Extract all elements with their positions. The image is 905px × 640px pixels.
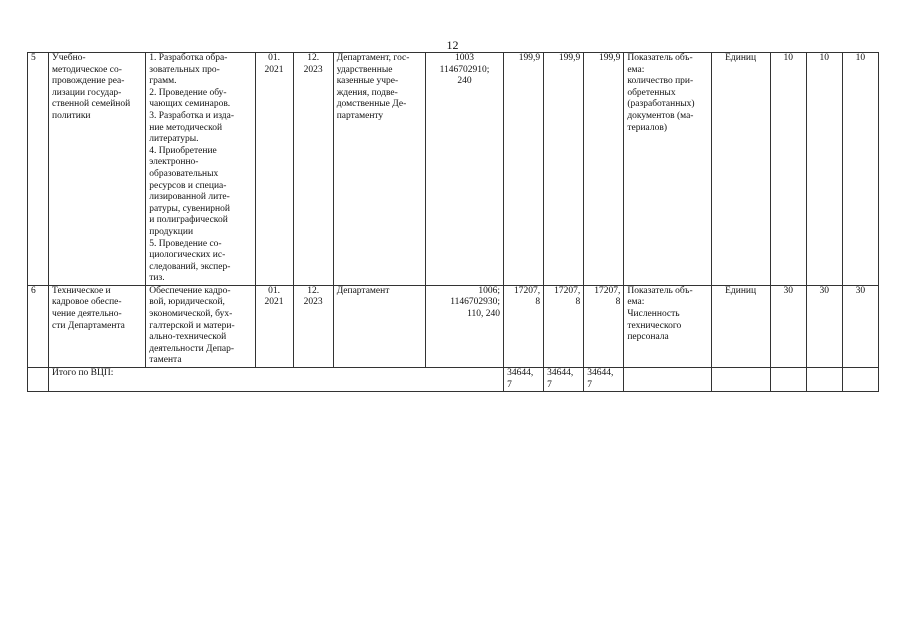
funding-year-1: 199,9 (504, 53, 544, 286)
target-year-3: 10 (842, 53, 878, 286)
indicator: Показатель объ- ема: Численность технического персонала (624, 285, 711, 367)
event-name: Учебно- методическое со- провождение реа- лизации государ- ственной семейной политики (49, 53, 146, 286)
executor: Департамент (333, 285, 425, 367)
end-date: 12. 2023 (293, 285, 333, 367)
total-row (28, 368, 879, 392)
funding-year-3: 199,9 (584, 53, 624, 286)
unit: Единиц (711, 285, 770, 367)
budget-code: 1003 1146702910; 240 (425, 53, 503, 286)
row-number: 6 (28, 285, 49, 367)
end-date: 12. 2023 (293, 53, 333, 286)
start-date: 01. 2021 (255, 285, 293, 367)
total-empty-cell (624, 368, 711, 392)
funding-year-2: 17207, 8 (544, 285, 584, 367)
page-number: 12 (446, 38, 459, 52)
unit: Единиц (711, 53, 770, 286)
total-year-1: 34644, 7 (504, 368, 544, 392)
target-year-2: 10 (806, 53, 842, 286)
target-year-3: 30 (842, 285, 878, 367)
total-empty-cell (806, 368, 842, 392)
funding-year-1: 17207, 8 (504, 285, 544, 367)
total-empty-cell (711, 368, 770, 392)
event-activities: 1. Разработка обра- зовательных про- грамм. 2. Проведение обу- чающих семинаров. 3. Разработка и изда- ние методической литературы. 4. Приобретение электронно- образовательных ресурсов и специа- лизированной лите- ратуры, сувенирной и полиграфической продукции 5. Проведение со- циологических ис- следований, экспер- тиз. (146, 53, 255, 286)
total-year-3: 34644, 7 (584, 368, 624, 392)
total-year-2: 34644, 7 (544, 368, 584, 392)
target-year-1: 30 (770, 285, 806, 367)
row-number: 5 (28, 53, 49, 286)
funding-year-3: 17207, 8 (584, 285, 624, 367)
target-year-2: 30 (806, 285, 842, 367)
total-empty-cell (28, 368, 49, 392)
total-label: Итого по ВЦП: (49, 368, 504, 392)
executor: Департамент, гос- ударственные казенные учре- ждения, подве- домственные Де- партаменту (333, 53, 425, 286)
program-table (27, 52, 879, 392)
total-empty-cell (842, 368, 878, 392)
indicator: Показатель объ- ема: количество при- обретенных (разработанных) документов (ма- териалов) (624, 53, 711, 286)
budget-code: 1006; 1146702930; 110, 240 (425, 285, 503, 367)
event-activities: Обеспечение кадро- вой, юридической, экономической, бух- галтерской и матери- ально-технической деятельности Депар- тамента (146, 285, 255, 367)
target-year-1: 10 (770, 53, 806, 286)
funding-year-2: 199,9 (544, 53, 584, 286)
table-row (28, 285, 879, 367)
start-date: 01. 2021 (255, 53, 293, 286)
event-name: Техническое и кадровое обеспе- чение деятельно- сти Департамента (49, 285, 146, 367)
table-row (28, 53, 879, 286)
total-empty-cell (770, 368, 806, 392)
